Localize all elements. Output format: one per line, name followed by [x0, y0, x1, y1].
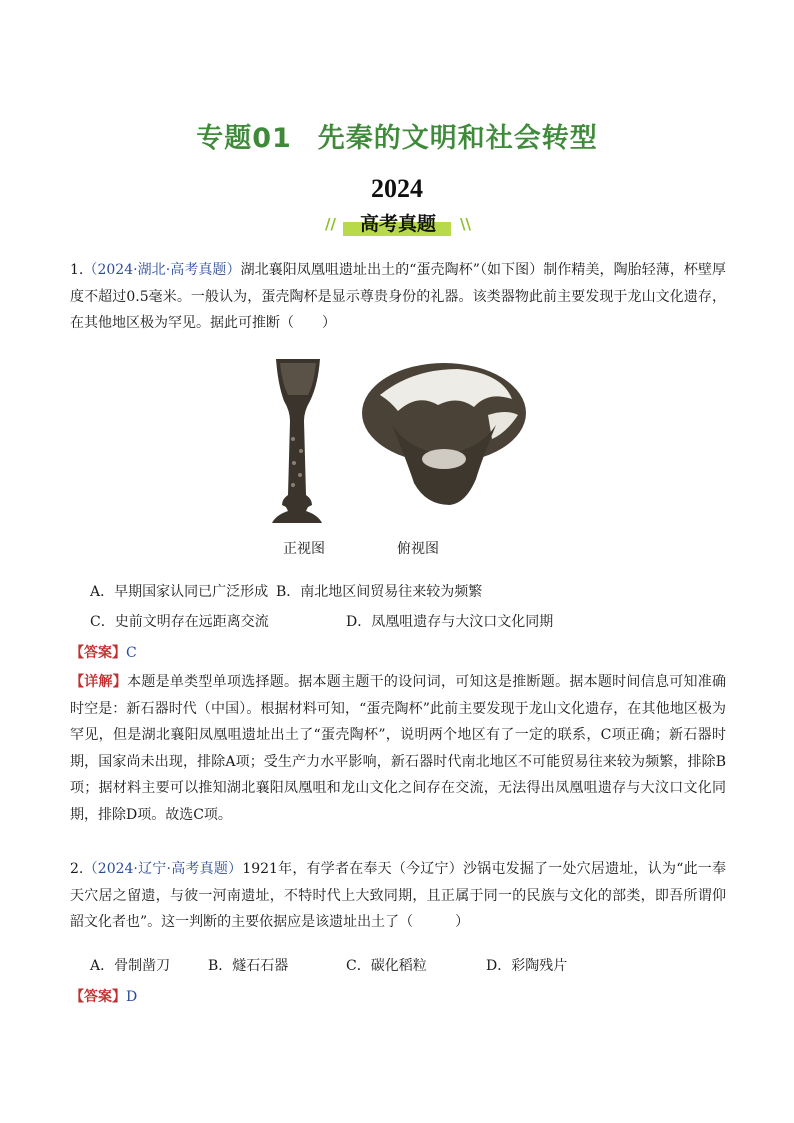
- banner-label: 高考真题: [359, 213, 436, 235]
- q2-answer-value: D: [126, 989, 138, 1005]
- q2-number: 2.: [70, 861, 84, 877]
- year-heading: 2024: [371, 174, 423, 203]
- q1-option-c: C．史前文明存在远距离交流: [90, 614, 269, 630]
- q1-stem-text: 湖北襄阳凤凰咀遗址出土的“蛋壳陶杯”（如下图）制作精美，陶胎轻薄，杯壁厚度不超过0.5毫米。一般认为，蛋壳陶杯是显示尊贵身份的礼器。该类器物此前主要发现于龙山文化遗存，在其他地区极为罕见。据此可推断（ ）: [70, 262, 727, 331]
- q1-detail: [70, 669, 726, 828]
- q2-option-b: B．燧石石器: [208, 958, 289, 974]
- q1-detail-label: 【详解】: [70, 674, 128, 690]
- q2-answer-label: 【答案】: [70, 989, 126, 1005]
- caption-top-view: 俯视图: [397, 541, 439, 557]
- question-1-stem: [70, 257, 726, 337]
- banner-right-slashes: \\: [460, 215, 471, 233]
- banner-left-slashes: //: [325, 215, 336, 233]
- eggshell-cup-figure: [262, 355, 532, 560]
- top-view-image: [362, 363, 526, 505]
- q2-source: （2024·辽宁·高考真题）: [83, 861, 243, 877]
- page-title: [0, 116, 794, 155]
- title-prefix: 专题01: [196, 123, 292, 154]
- caption-front-view: 正视图: [283, 541, 325, 557]
- q1-option-a: A．早期国家认同已广泛形成: [90, 584, 269, 600]
- q2-answer: [70, 987, 137, 1007]
- q2-stem-text: 1921年，有学者在奉天（今辽宁）沙锅屯发掘了一处穴居遗址，认为“此一奉天穴居之留遗，与彼一河南遗址，不特时代上大致同期，且正属于同一的民族与文化的部类，即吾所谓仰韶文化者也”。这一判断的主要依据应是该遗址出土了（ ）: [70, 861, 726, 930]
- q1-answer-label: 【答案】: [70, 645, 126, 661]
- q1-source: （2024·湖北·高考真题）: [83, 262, 241, 278]
- question-2-stem: [70, 856, 726, 936]
- section-banner: [325, 207, 471, 239]
- q2-option-d: D．彩陶残片: [486, 958, 568, 974]
- title-main: 先秦的文明和社会转型: [317, 123, 598, 154]
- q2-option-a: A．骨制凿刀: [90, 958, 171, 974]
- q1-answer: [70, 643, 137, 663]
- q1-option-d: D．凤凰咀遗存与大汶口文化同期: [346, 614, 554, 630]
- q1-detail-text: 本题是单类型单项选择题。据本题主题干的设问词，可知这是推断题。据本题时间信息可知准确时空是：新石器时代（中国）。根据材料可知，“蛋壳陶杯”此前主要发现于龙山文化遗存，在其他地区极为罕见，但是湖北襄阳凤凰咀遗址出土了“蛋壳陶杯”，说明两个地区有了一定的联系，C项正确；新石器时期，国家尚未出现，排除A项；受生产力水平影响，新石器时代南北地区不可能贸易往来较为频繁，排除B项；据材料主要可以推知湖北襄阳凤凰咀和龙山文化之间存在交流，无法得出凤凰咀遗存与大汶口文化同期，排除D项。故选C项。: [70, 674, 727, 823]
- front-view-image: [272, 359, 322, 523]
- q1-number: 1.: [70, 262, 84, 278]
- q1-answer-value: C: [126, 645, 137, 661]
- q2-option-c: C．碳化稻粒: [346, 958, 427, 974]
- q1-option-b: B．南北地区间贸易往来较为频繁: [276, 584, 483, 600]
